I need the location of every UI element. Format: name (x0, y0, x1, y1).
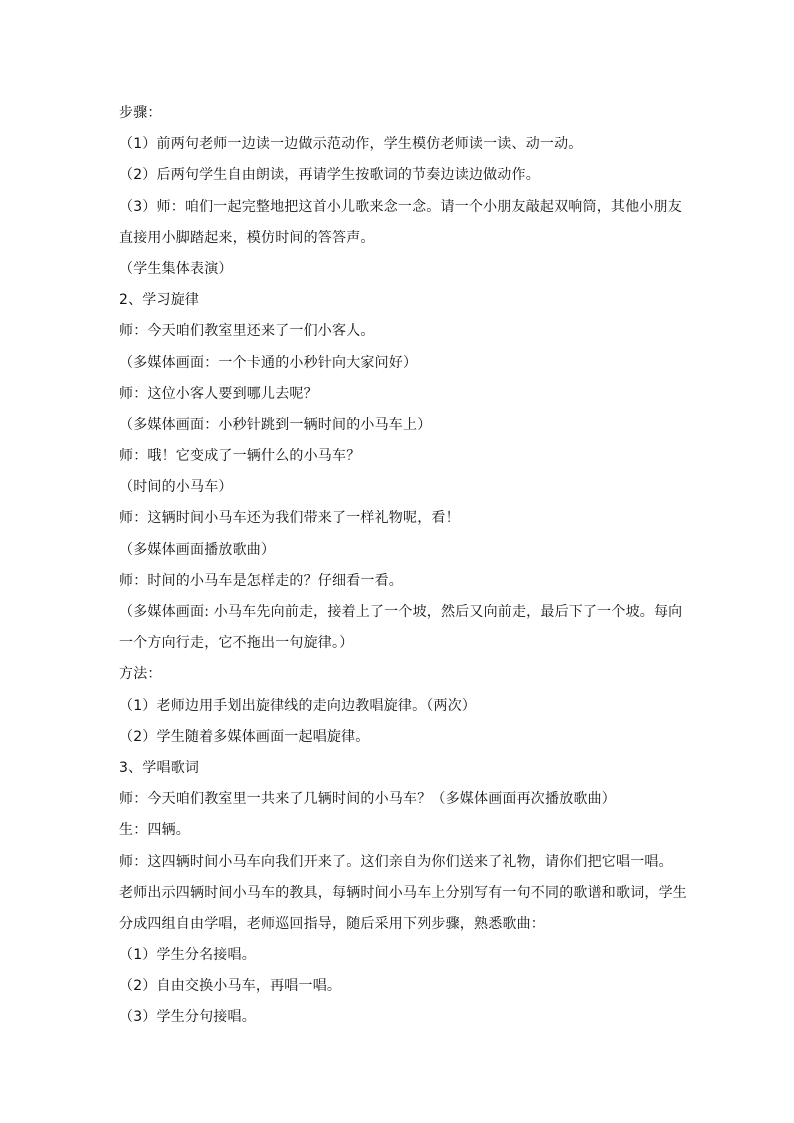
text-line: 方法： (119, 666, 162, 683)
text-line: 师：这四辆时间小马车向我们开来了。这们亲自为你们送来了礼物，请你们把它唱一唱。 (119, 853, 673, 870)
text-line: 师：这辆时间小马车还为我们带来了一样礼物呢，看！ (119, 510, 460, 527)
text-line: （多媒体画面：小秒针跳到一辆时间的小马车上） (119, 416, 432, 433)
text-line: 一个方向行走，它不拖出一句旋律。） (119, 635, 354, 652)
text-line: 师：哦！它变成了一辆什么的小马车？ (119, 448, 361, 465)
text-line: 生：四辆。 (119, 822, 190, 839)
text-line: （1）前两句老师一边读一边做示范动作，学生模仿老师读一读、动一动。 (119, 136, 583, 153)
text-line: （2）学生随着多媒体画面一起唱旋律。 (119, 728, 370, 745)
text-line: （3）学生分句接唱。 (119, 1009, 256, 1026)
text-line: 师：今天咱们教室里还来了一们小客人。 (119, 323, 375, 340)
text-line: 师：时间的小马车是怎样走的？仔细看一看。 (119, 572, 403, 589)
text-line: （多媒体画面播放歌曲） (119, 541, 276, 558)
text-line: 直接用小脚踏起来，模仿时间的答答声。 (119, 229, 375, 246)
text-line: （1）老师边用手划出旋律线的走向边教唱旋律。（两次） (119, 697, 477, 714)
text-line: （2）自由交换小马车，再唱一唱。 (119, 978, 342, 995)
text-line: 师：这位小客人要到哪儿去呢？ (119, 385, 318, 402)
text-line: （多媒体画面：一个卡通的小秒针向大家问好） (119, 354, 418, 371)
section-heading: 3、学唱歌词 (119, 759, 200, 776)
text-line: （3）师：咱们一起完整地把这首小儿歌来念一念。请一个小朋友敲起双响筒，其他小朋友 (119, 198, 682, 215)
text-line: 师：今天咱们教室里一共来了几辆时间的小马车？（多媒体画面再次播放歌曲） (119, 791, 616, 808)
text-line: （时间的小马车） (119, 479, 233, 496)
section-heading: 2、学习旋律 (119, 292, 200, 309)
document-page (119, 98, 687, 1034)
text-line: （1）学生分名接唱。 (119, 947, 256, 964)
text-line: 老师出示四辆时间小马车的教具，每辆时间小马车上分别写有一句不同的歌谱和歌词，学生 (119, 884, 687, 901)
text-line: （学生集体表演） (119, 260, 233, 277)
text-line: 分成四组自由学唱，老师巡回指导，随后采用下列步骤，熟悉歌曲： (119, 915, 545, 932)
text-line: （2）后两句学生自由朗读，再请学生按歌词的节奏边读边做动作。 (119, 167, 540, 184)
text-line: （多媒体画面: 小马车先向前走，接着上了一个坡，然后又向前走，最后下了一个坡。每向 (119, 604, 683, 620)
text-line: 步骤： (119, 105, 162, 121)
